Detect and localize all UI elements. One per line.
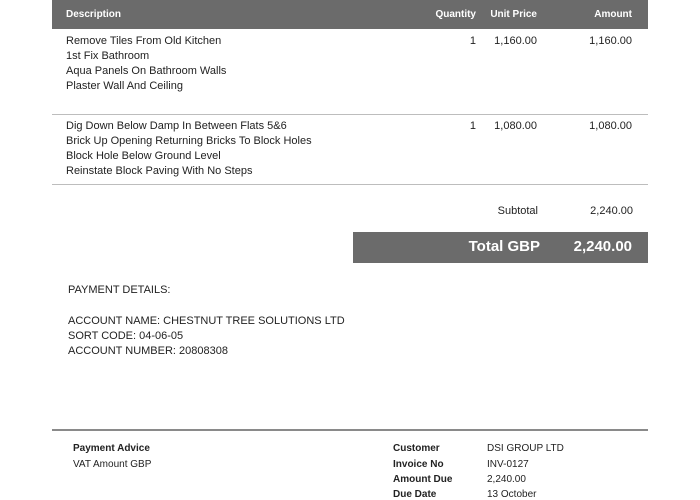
row-divider bbox=[52, 184, 648, 185]
payment-details-title: PAYMENT DETAILS: bbox=[68, 284, 171, 296]
subtotal-label: Subtotal bbox=[497, 205, 538, 217]
payment-advice-title: Payment Advice bbox=[73, 443, 150, 454]
due-date-value: 13 October bbox=[487, 489, 537, 500]
item-quantity: 1 bbox=[469, 35, 476, 47]
item-description bbox=[66, 119, 312, 179]
item-amount: 1,080.00 bbox=[589, 120, 632, 132]
item-line: Reinstate Block Paving With No Steps bbox=[66, 165, 253, 177]
table-header bbox=[52, 0, 648, 29]
sort-code: SORT CODE: 04-06-05 bbox=[68, 330, 184, 342]
header-amount: Amount bbox=[594, 9, 632, 20]
header-quantity: Quantity bbox=[435, 9, 476, 20]
amount-due-value: 2,240.00 bbox=[487, 474, 526, 485]
item-unit-price: 1,160.00 bbox=[494, 35, 537, 47]
account-name: ACCOUNT NAME: CHESTNUT TREE SOLUTIONS LTD bbox=[68, 315, 345, 327]
invoice-no-label: Invoice No bbox=[393, 459, 444, 470]
customer-label: Customer bbox=[393, 443, 440, 454]
total-value: 2,240.00 bbox=[573, 238, 632, 255]
item-line: 1st Fix Bathroom bbox=[66, 50, 150, 62]
subtotal-value: 2,240.00 bbox=[590, 205, 633, 217]
vat-amount-label: VAT Amount GBP bbox=[73, 459, 152, 470]
item-amount: 1,160.00 bbox=[589, 35, 632, 47]
invoice-no-value: INV-0127 bbox=[487, 459, 529, 470]
header-description: Description bbox=[66, 9, 122, 20]
header-unit-price: Unit Price bbox=[490, 9, 537, 20]
item-line: Dig Down Below Damp In Between Flats 5&6 bbox=[66, 120, 287, 132]
item-line: Block Hole Below Ground Level bbox=[66, 150, 221, 162]
amount-due-label: Amount Due bbox=[393, 474, 453, 485]
total-label: Total GBP bbox=[468, 238, 540, 255]
due-date-label: Due Date bbox=[393, 489, 437, 500]
footer-divider bbox=[52, 429, 648, 431]
item-line: Aqua Panels On Bathroom Walls bbox=[66, 65, 227, 77]
item-line: Plaster Wall And Ceiling bbox=[66, 80, 183, 92]
item-line: Brick Up Opening Returning Bricks To Block Holes bbox=[66, 135, 312, 147]
item-quantity: 1 bbox=[469, 120, 476, 132]
item-unit-price: 1,080.00 bbox=[494, 120, 537, 132]
customer-value: DSI GROUP LTD bbox=[487, 443, 564, 454]
total-bar bbox=[353, 232, 648, 263]
row-divider bbox=[52, 114, 648, 115]
item-line: Remove Tiles From Old Kitchen bbox=[66, 35, 222, 47]
account-number: ACCOUNT NUMBER: 20808308 bbox=[68, 345, 228, 357]
item-description bbox=[66, 34, 226, 94]
